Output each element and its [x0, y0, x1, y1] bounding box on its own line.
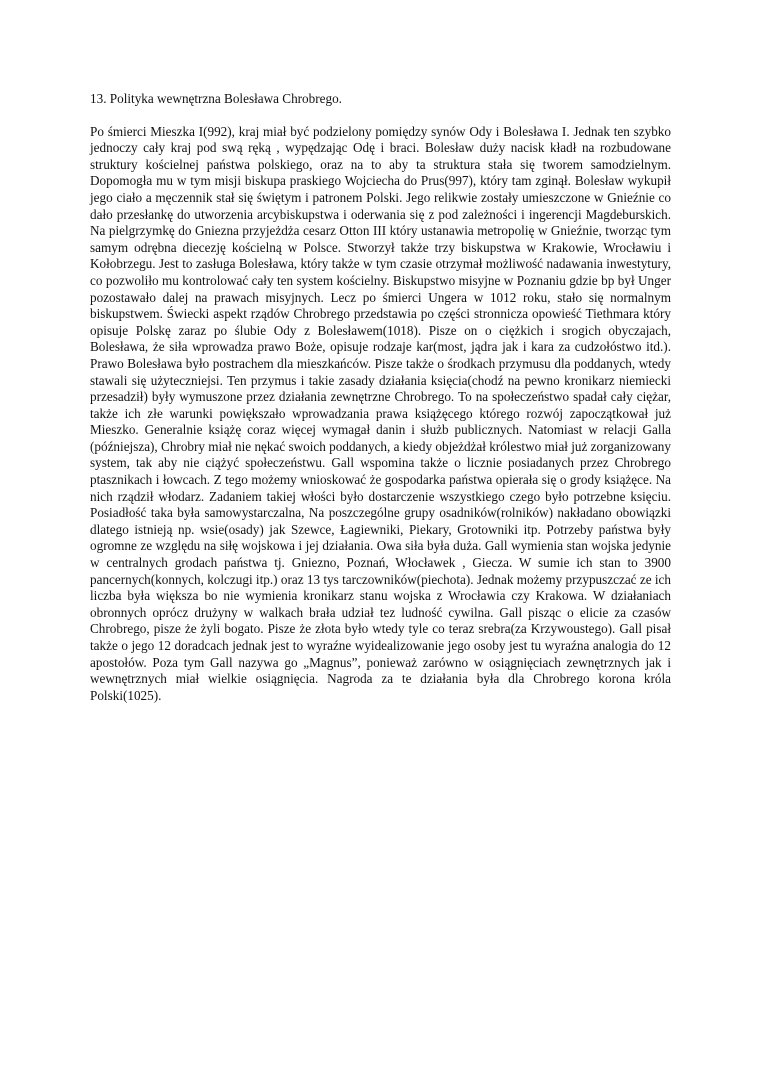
document-title: 13. Polityka wewnętrzna Bolesława Chrobrego. [90, 91, 342, 106]
document-content [90, 91, 671, 704]
document-body-paragraph: Po śmierci Mieszka I(992), kraj miał być podzielony pomiędzy synów Ody i Bolesława I. Jednak ten szybko jednoczy cały kraj pod swą ręką , wypędzając Odę i braci. Bolesław duży nacisk kładł na rozbudowane struktury kościelnej państwa polskiego, oraz na to aby ta struktura stała się tworem samodzielnym. Dopomogła mu w tym misji biskupa praskiego Wojciecha do Prus(997), który tam zginął. Bolesław wykupił jego ciało a męczennik stał się świętym i patronem Polski. Jego relikwie zostały umieszczone w Gnieźnie co dało przesłankę do utworzenia arcybiskupstwa i oderwania się z pod zależności i ingerencji Magdeburskich. Na pielgrzymkę do Gniezna przyjeżdża cesarz Otton III który ustanawia metropolię w Gnieźnie, tworząc tym samym odrębna diecezję kościelną w Polsce. Stworzył także trzy biskupstwa w Krakowie, Wrocławiu i Kołobrzegu. Jest to zasługa Bolesława, który także w tym czasie otrzymał możliwość nadawania inwestytury, co pozwoliło mu kontrolować cały ten system kościelny. Biskupstwo misyjne w Poznaniu gdzie bp był Unger pozostawało dalej na prawach misyjnych. Lecz po śmierci Ungera w 1012 roku, stało się normalnym biskupstwem. Świecki aspekt rządów Chrobrego przedstawia po części stronnicza opowieść Tiethmara który opisuje Polskę zaraz po ślubie Ody z Bolesławem(1018). Pisze on o ciężkich i srogich obyczajach, Bolesława, że siła wprowadza prawo Boże, opisuje rodzaje kar(most, jądra jak i kara za cudzołóstwo itd.). Prawo Bolesława było postrachem dla mieszkańców. Pisze także o środkach przymusu dla poddanych, wtedy stawali się użyteczniejsi. Ten przymus i takie zasady działania księcia(chodź na pewno kronikarz niemiecki przesadził) były wymuszone przez działania zewnętrzne Chrobrego. To na społeczeństwo spadał cały ciężar, także ich złe warunki powiększało wprowadzania prawa książęcego którego rozwój zapoczątkował już Mieszko. Generalnie książę coraz więcej wymagał danin i służb publicznych. Natomiast w relacji Galla (późniejsza), Chrobry miał nie nękać swoich poddanych, a kiedy objeżdżał królestwo miał już zorganizowany system, tak aby nie ciążyć społeczeństwu. Gall wspomina także o licznie posiadanych przez Chrobrego ptasznikach i łowcach. Z tego możemy wnioskować że gospodarka państwa opierała się o grody książęce. Na nich rządził włodarz. Zadaniem takiej włości było dostarczenie wszystkiego czego było potrzebne księciu. Posiadłość taka była samowystarczalna, Na poszczególne grupy osadników(rolników) nakładano obowiązki dlatego istnieją np. wsie(osady) jak Szewce, Łagiewniki, Piekary, Grotowniki itp. Potrzeby państwa były ogromne ze względu na siłę wojskowa i jej działania. Owa siła była duża. Gall wymienia stan wojska jedynie w centralnych grodach państwa tj. Gniezno, Poznań, Włocławek , Giecza. W sumie ich stan to 3900 pancernych(konnych, kolczugi itp.) oraz 13 tys tarczowników(piechota). Jednak możemy przypuszczać ze ich liczba była większa bo nie wymienia kronikarz stanu wojska z Wrocławia czy Krakowa. W działaniach obronnych oprócz drużyny w walkach brała udział tez ludność cywilna. Gall pisząc o elicie za czasów Chrobrego, pisze że żyli bogato. Pisze że złota było wtedy tyle co teraz srebra(za Krzywoustego). Gall pisał także o jego 12 doradcach jednak jest to wyraźne wyidealizowanie jego osoby jest tu wyraźna analogia do 12 apostołów. Poza tym Gall nazywa go „Magnus”, ponieważ zarówno w osiągnięciach zewnętrznych jak i wewnętrznych miał wielkie osiągnięcia. Nagroda za te działania była dla Chrobrego korona króla Polski(1025). [90, 123, 671, 703]
